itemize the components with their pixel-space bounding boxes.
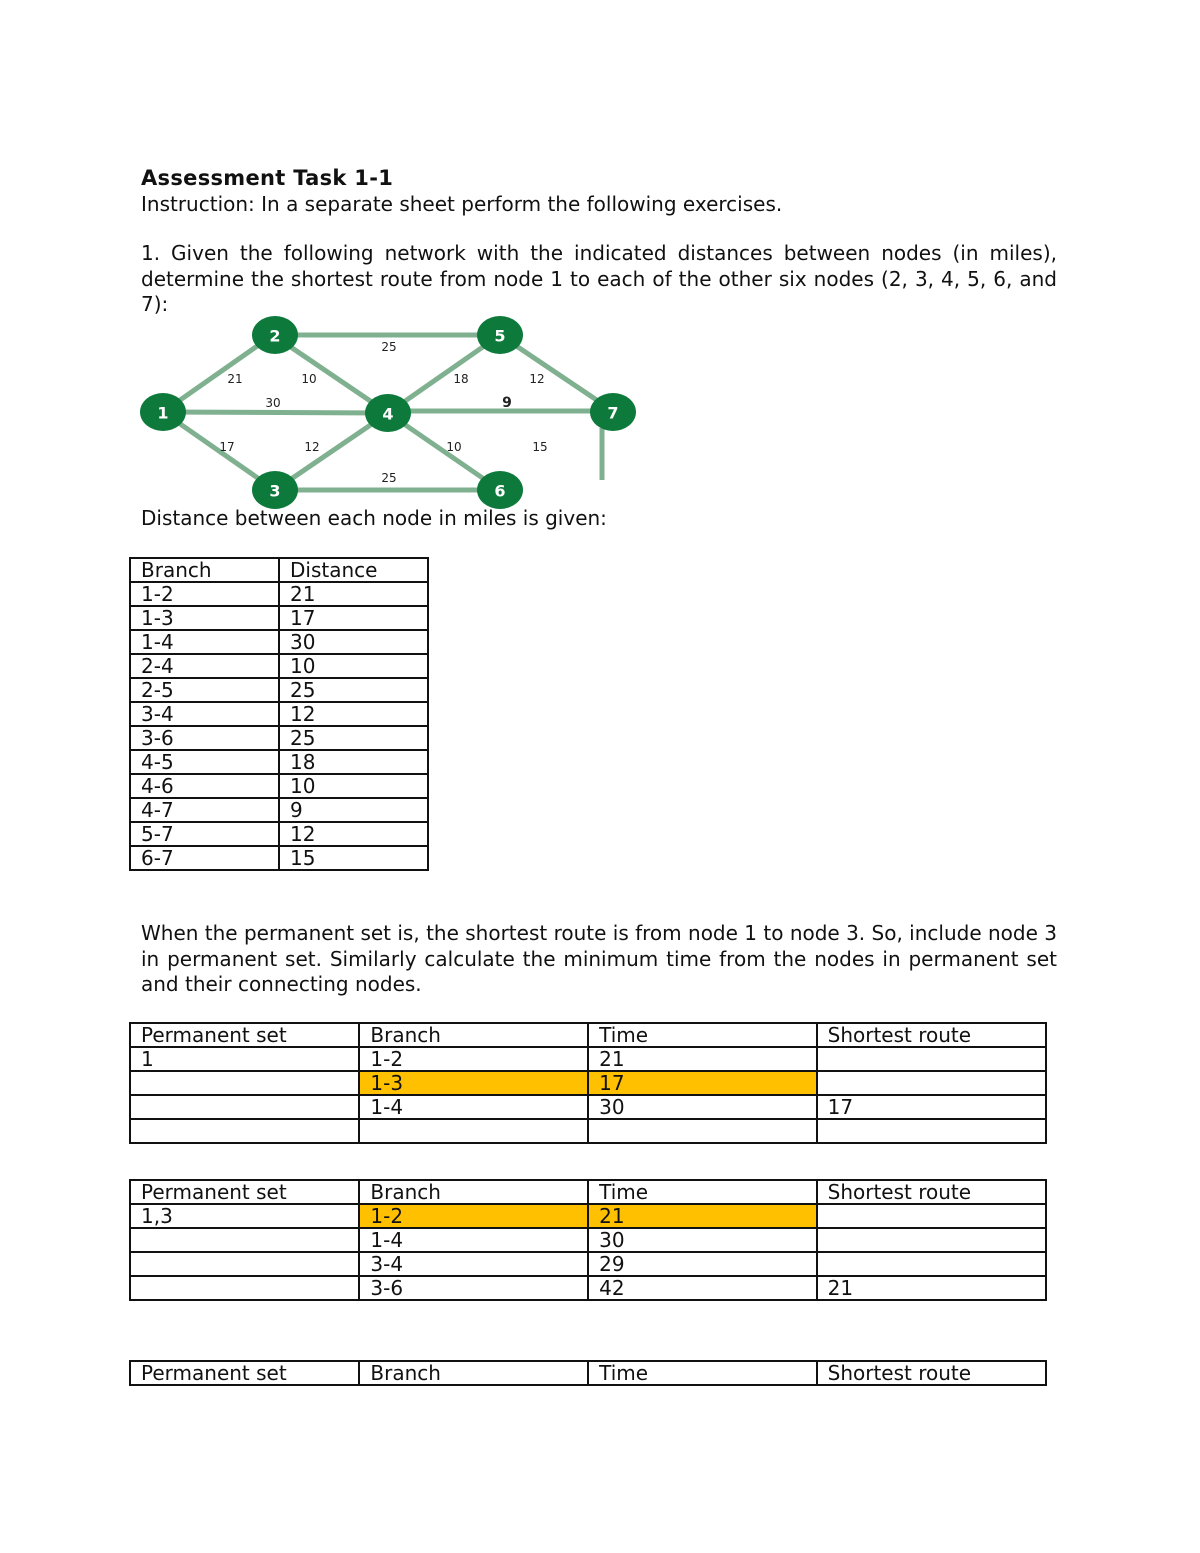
shortest-route-cell [817,1047,1046,1071]
permanent-set-table-1-body [130,1023,1046,1143]
branch-cell: 5-7 [130,822,279,846]
header-shortest-route: Shortest route [817,1361,1046,1385]
table-row [130,846,428,870]
header-branch: Branch [359,1180,588,1204]
branch-cell: 2-5 [130,678,279,702]
edge-label-2-4: 10 [301,372,317,386]
shortest-route-cell: 17 [817,1095,1046,1119]
header-permanent-set: Permanent set [130,1023,359,1047]
edge-label-1-2: 21 [227,372,243,386]
table-row [130,1047,1046,1071]
distance-caption: Distance between each node in miles is given: [141,506,607,530]
time-cell: 29 [588,1252,817,1276]
distance-cell: 12 [279,702,428,726]
table-header-row [130,1180,1046,1204]
table-row [130,1276,1046,1300]
table-row [130,1204,1046,1228]
header-shortest-route: Shortest route [817,1180,1046,1204]
permanent-set-cell [130,1276,359,1300]
header-branch: Branch [359,1023,588,1047]
header-time: Time [588,1180,817,1204]
distance-cell: 25 [279,726,428,750]
node-label-1: 1 [157,403,169,423]
distance-cell: 21 [279,582,428,606]
edge-label-2-5: 25 [381,340,397,354]
shortest-route-cell [817,1119,1046,1143]
header-time: Time [588,1023,817,1047]
distance-cell: 9 [279,798,428,822]
header-shortest-route: Shortest route [817,1023,1046,1047]
time-cell-highlighted: 21 [588,1204,817,1228]
time-cell: 21 [588,1047,817,1071]
branch-cell-highlighted: 1-3 [359,1071,588,1095]
permanent-set-table-2-body [130,1180,1046,1300]
branch-cell: 1-2 [130,582,279,606]
table-header-row [130,1023,1046,1047]
distance-cell: 25 [279,678,428,702]
time-cell: 30 [588,1228,817,1252]
permanent-set-table-3 [129,1360,1047,1386]
edge-label-4-5: 18 [453,372,469,386]
edge-label-3-6: 25 [381,471,397,485]
node-label-5: 5 [494,326,506,346]
permanent-set-table-2 [129,1179,1047,1301]
permanent-set-cell: 1,3 [130,1204,359,1228]
header-branch: Branch [359,1361,588,1385]
shortest-route-cell [817,1228,1046,1252]
branch-cell-highlighted: 1-2 [359,1204,588,1228]
branch-cell: 3-6 [130,726,279,750]
distance-header-distance: Distance [279,558,428,582]
branch-cell: 4-5 [130,750,279,774]
table-row [130,1071,1046,1095]
page-title: Assessment Task 1-1 [141,166,394,190]
table-row [130,654,428,678]
edge-label-6-7: 15 [532,440,548,454]
table-row [130,630,428,654]
distance-cell: 17 [279,606,428,630]
table-row [130,1119,1046,1143]
edge-label-4-6: 10 [446,440,462,454]
permanent-set-cell: 1 [130,1047,359,1071]
table-row [130,1095,1046,1119]
distance-cell: 30 [279,630,428,654]
shortest-route-cell [817,1204,1046,1228]
distance-cell: 15 [279,846,428,870]
node-label-7: 7 [607,403,619,423]
distance-table [129,557,429,871]
time-cell: 42 [588,1276,817,1300]
permanent-set-cell [130,1095,359,1119]
node-label-2: 2 [269,326,281,346]
branch-cell: 1-2 [359,1047,588,1071]
table-row [130,774,428,798]
table-row [130,702,428,726]
branch-cell: 1-4 [359,1095,588,1119]
table-row [130,798,428,822]
distance-cell: 18 [279,750,428,774]
table-row [130,726,428,750]
edge-label-1-4: 30 [265,396,281,410]
branch-cell: 6-7 [130,846,279,870]
node-label-4: 4 [382,404,394,424]
branch-cell: 2-4 [130,654,279,678]
permanent-set-explanation: When the permanent set is, the shortest route is from node 1 to node 3. So, include node 3 in permanent set. Similarly calculate the minimum time from the nodes in permanent set and their connecting nodes. [141,921,1057,996]
question-1-text: 1. Given the following network with the indicated distances between nodes (in miles), determine the shortest route from node 1 to each of the other six nodes (2, 3, 4, 5, 6, and 7): [141,241,1057,316]
edge-label-4-7: 9 [502,395,512,411]
permanent-set-cell [130,1071,359,1095]
shortest-route-cell: 21 [817,1276,1046,1300]
table-row [130,1228,1046,1252]
table-row [130,1252,1046,1276]
branch-cell: 4-7 [130,798,279,822]
shortest-route-cell [817,1071,1046,1095]
table-row [130,678,428,702]
permanent-set-cell [130,1228,359,1252]
distance-table-header-row [130,558,428,582]
permanent-set-table-1 [129,1022,1047,1144]
instruction-text: Instruction: In a separate sheet perform the following exercises. [141,192,783,216]
branch-cell: 3-6 [359,1276,588,1300]
branch-cell: 3-4 [130,702,279,726]
table-header-row [130,1361,1046,1385]
network-diagram [130,310,650,510]
header-time: Time [588,1361,817,1385]
edge-label-1-3: 17 [219,440,235,454]
distance-cell: 10 [279,654,428,678]
table-row [130,822,428,846]
distance-header-branch: Branch [130,558,279,582]
branch-cell: 1-4 [130,630,279,654]
header-permanent-set: Permanent set [130,1180,359,1204]
branch-cell: 1-4 [359,1228,588,1252]
shortest-route-cell [817,1252,1046,1276]
branch-cell: 4-6 [130,774,279,798]
branch-cell: 1-3 [130,606,279,630]
header-permanent-set: Permanent set [130,1361,359,1385]
table-row [130,606,428,630]
edge-1-4 [163,412,388,413]
branch-cell [359,1119,588,1143]
distance-cell: 12 [279,822,428,846]
table-row [130,750,428,774]
time-cell-highlighted: 17 [588,1071,817,1095]
distance-cell: 10 [279,774,428,798]
permanent-set-cell [130,1119,359,1143]
node-label-6: 6 [494,481,506,501]
edge-label-3-4: 12 [304,440,320,454]
distance-table-body [130,558,428,870]
branch-cell: 3-4 [359,1252,588,1276]
edge-label-5-7: 12 [529,372,545,386]
time-cell: 30 [588,1095,817,1119]
time-cell [588,1119,817,1143]
node-label-3: 3 [269,481,281,501]
table-row [130,582,428,606]
permanent-set-table-3-body [130,1361,1046,1385]
permanent-set-cell [130,1252,359,1276]
